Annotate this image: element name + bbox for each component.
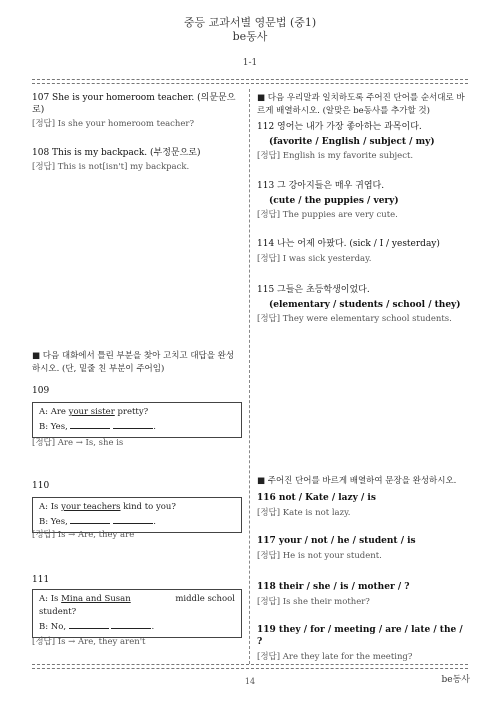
dialogue-box-111: A: Is Mina and Susan middle school student? B: No, . (32, 589, 242, 638)
dialogue-box-110: A: Is your teachers kind to you? B: Yes, . (32, 497, 242, 533)
answer-text: [정답] He is not your student. (257, 551, 382, 561)
korean-prompt: 112 영어는 내가 가장 좋아하는 과목이다. (257, 122, 422, 132)
line-a-prefix: A: Are (39, 407, 69, 417)
korean-prompt: 113 그 강아지들은 매우 귀엽다. (257, 181, 385, 191)
answer-109: [정답] Are → Is, she is (32, 438, 124, 448)
instruction-arrange-korean: ■ 다음 우리말과 일치하도록 주어진 단어를 순서대로 바르게 배열하시오. (알맞은 be동사를 추가할 것) (257, 93, 465, 116)
line-a-prefix: A: Is (39, 502, 62, 512)
word-list: (elementary / students / school / they) (269, 300, 461, 310)
blank-1[interactable] (70, 419, 110, 429)
footer-tag: be동사 (441, 675, 470, 685)
answer-text: [정답] The puppies are very cute. (257, 210, 398, 220)
question-118 (257, 581, 469, 608)
answer-111: [정답] Is → Are, they aren't (32, 637, 146, 647)
line-a-suffix: pretty? (114, 407, 149, 417)
question-119 (257, 624, 469, 663)
bottom-divider (32, 664, 468, 665)
answer-text: [정답] This is not[isn't] my backpack. (32, 162, 190, 172)
line-b: B: No, (39, 622, 69, 632)
column-divider (249, 89, 250, 664)
question-text: 119 they / for / meeting / are / late / the / ? (257, 625, 463, 647)
question-115 (257, 284, 469, 325)
top-divider (32, 79, 468, 80)
question-117 (257, 535, 469, 562)
question-112 (257, 121, 469, 162)
bottom-divider-2 (32, 668, 468, 669)
answer-text: [정답] They were elementary school students. (257, 314, 452, 324)
question-number: 111 (32, 575, 50, 585)
answer-text: [정답] Are they late for the meeting? (257, 652, 413, 662)
question-number: 109 (32, 386, 50, 396)
instruction-dialogue: ■ 다음 대화에서 틀린 부분을 찾아 고치고 대답을 완성하시오. (단, 밑줄 친 부분이 주어임) (32, 351, 235, 374)
blank-2[interactable] (113, 514, 153, 524)
blank-1[interactable] (70, 514, 110, 524)
question-text: 118 their / she / is / mother / ? (257, 582, 410, 592)
underlined-subject: your teachers (61, 502, 121, 512)
question-108 (32, 147, 242, 173)
section-number: 1-1 (242, 58, 258, 68)
blank-2[interactable] (111, 619, 151, 629)
page-subtitle: be동사 (232, 30, 268, 43)
underlined-subject: Mina and Susan (61, 594, 131, 604)
question-107 (32, 92, 242, 130)
question-text: 116 not / Kate / lazy / is (257, 493, 376, 503)
answer-text: [정답] I was sick yesterday. (257, 254, 372, 264)
blank-1[interactable] (69, 619, 109, 629)
korean-prompt: 114 나는 어제 아팠다. (sick / I / yesterday) (257, 239, 440, 249)
question-text: 117 your / not / he / student / is (257, 536, 416, 546)
underlined-subject: your sister (68, 407, 115, 417)
question-text: 108 This is my backpack. (부정문으로) (32, 148, 201, 158)
word-list: (cute / the puppies / very) (269, 196, 399, 206)
line-b: B: Yes, (39, 422, 71, 432)
line-a-suffix: middle school (175, 594, 235, 604)
question-number: 110 (32, 481, 50, 491)
top-divider-2 (32, 83, 468, 84)
line-a-continued: student? (39, 607, 77, 617)
line-a-suffix: kind to you? (120, 502, 176, 512)
korean-prompt: 115 그들은 초등학생이었다. (257, 285, 370, 295)
answer-110: [정답] Is → Are, they are (32, 530, 135, 540)
question-113 (257, 180, 469, 221)
answer-text: [정답] Is she your homeroom teacher? (32, 119, 195, 129)
page-title: 중등 교과서별 영문법 (중1) (183, 16, 317, 29)
question-text: 107 She is your homeroom teacher. (의문문으로) (32, 93, 236, 115)
question-114 (257, 238, 469, 265)
answer-text: [정답] Is she their mother? (257, 597, 370, 607)
page-number: 14 (244, 677, 256, 686)
answer-text: [정답] Kate is not lazy. (257, 508, 351, 518)
instruction-arrange: ■ 주어진 단어를 바르게 배열하여 문장을 완성하시오. (257, 476, 457, 486)
dialogue-box-109: A: Are your sister pretty? B: Yes, . (32, 402, 242, 438)
answer-text: [정답] English is my favorite subject. (257, 151, 414, 161)
question-116 (257, 492, 469, 519)
word-list: (favorite / English / subject / my) (269, 137, 435, 147)
line-a-prefix: A: Is (39, 594, 62, 604)
blank-2[interactable] (113, 419, 153, 429)
line-b: B: Yes, (39, 517, 71, 527)
